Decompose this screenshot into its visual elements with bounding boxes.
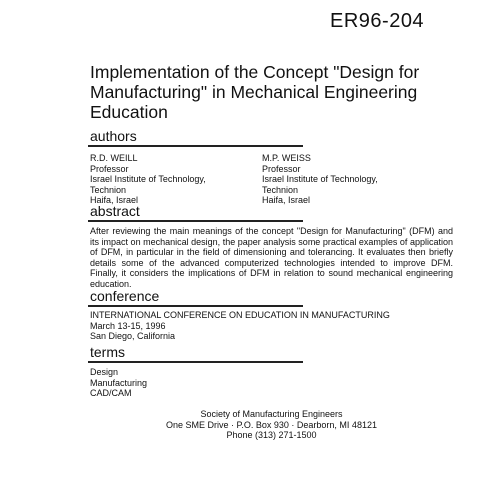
abstract-text: After reviewing the main meanings of the concept "Design for Manufacturing" (DFM) and its impact on mechanical design, the paper analysis some practical examples of application of DFM, in particular in the field of dimensioning and tolerancing. It evaluates then briefly details some of the advanced computerized technologies intended to improve DFM. Finally, it considers the implications of DFM in relation to sound mechanical engineering education. <box>90 226 453 289</box>
conference-block <box>90 310 390 342</box>
section-heading-abstract: abstract <box>90 203 140 219</box>
terms-list <box>90 367 147 399</box>
author-role: Professor <box>262 163 301 174</box>
author-name: M.P. WEISS <box>262 153 311 163</box>
paper-title: Implementation of the Concept "Design for Manufacturing" in Mechanical Engineering Education <box>90 62 420 122</box>
conference-location: San Diego, California <box>90 331 176 342</box>
conference-name: INTERNATIONAL CONFERENCE ON EDUCATION IN MANUFACTURING <box>90 310 390 320</box>
author-role: Professor <box>90 163 129 174</box>
section-rule-conference <box>88 305 303 307</box>
author-location: Haifa, Israel <box>262 195 311 206</box>
section-heading-authors: authors <box>90 128 137 144</box>
author-block-2 <box>262 153 437 206</box>
author-institution: Israel Institute of Technology, <box>262 174 378 185</box>
author-institution: Israel Institute of Technology, <box>90 174 206 185</box>
section-rule-abstract <box>88 220 303 222</box>
report-id: ER96-204 <box>330 10 425 32</box>
publisher-phone: Phone (313) 271-1500 <box>226 430 317 441</box>
publisher-name: Society of Manufacturing Engineers <box>200 409 343 419</box>
term-item: CAD/CAM <box>90 388 132 399</box>
author-block-1 <box>90 153 265 206</box>
conference-dates: March 13-15, 1996 <box>90 320 166 331</box>
author-institution-2: Technion <box>90 184 127 195</box>
section-heading-conference: conference <box>90 288 160 304</box>
author-location: Haifa, Israel <box>90 195 139 206</box>
publisher-address: One SME Drive · P.O. Box 930 · Dearborn, MI 48121 <box>166 419 377 430</box>
author-name: R.D. WEILL <box>90 153 138 163</box>
section-rule-authors <box>88 145 303 147</box>
term-item: Design <box>90 367 119 377</box>
section-heading-terms: terms <box>90 344 125 360</box>
section-rule-terms <box>88 361 303 363</box>
publisher-footer <box>90 409 453 441</box>
author-institution-2: Technion <box>262 184 299 195</box>
term-item: Manufacturing <box>90 377 148 388</box>
